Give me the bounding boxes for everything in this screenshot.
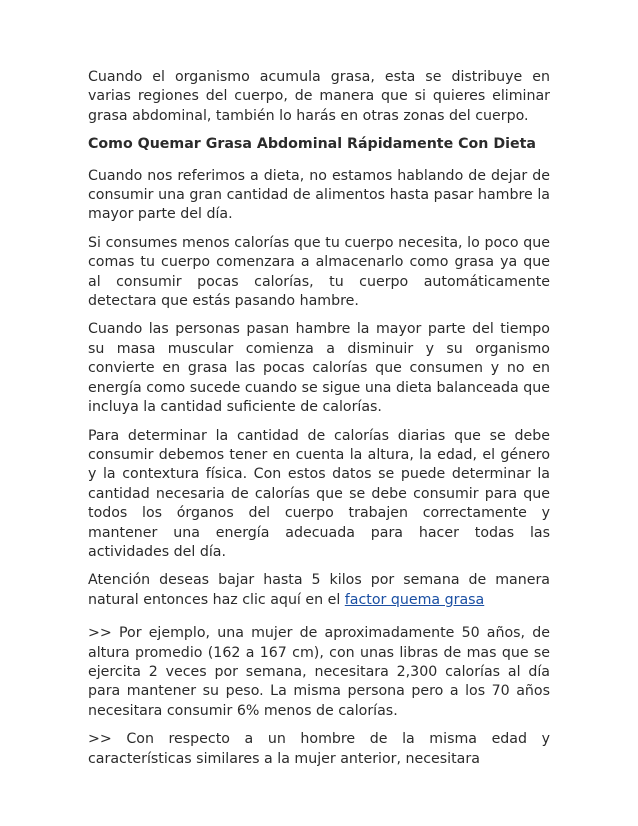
paragraph-dieta: Cuando nos referimos a dieta, no estamos hablando de dejar de consumir una gran cantidad de alimentos hasta pasar hambre la mayor parte del día. [88, 167, 550, 223]
paragraph-calorias: Si consumes menos calorías que tu cuerpo necesita, lo poco que comas tu cuerpo comenzara a almacenarlo como grasa ya que al consumir pocas calorías, tu cuerpo automáticamente detectara que estás pasando hambre. [88, 234, 550, 310]
paragraph-ejemplo-mujer: >> Por ejemplo, una mujer de aproximadamente 50 años, de altura promedio (162 a 167 cm), con unas libras de mas que se ejercita 2 veces por semana, necesitara 2,300 calorías al día para mantener su peso. La misma persona pero a los 70 años necesitara consumir 6% menos de calorías. [88, 625, 550, 719]
section-heading: Como Quemar Grasa Abdominal Rápidamente Con Dieta [88, 136, 536, 153]
document-body [88, 68, 550, 778]
paragraph-atencion [88, 571, 550, 610]
atencion-text: Atención deseas bajar hasta 5 kilos por semana de manera natural entonces haz clic aquí en el [88, 572, 550, 608]
paragraph-determinar: Para determinar la cantidad de calorías diarias que se debe consumir debemos tener en cuenta la altura, la edad, el género y la contextura física. Con estos datos se puede determinar la cantidad necesaria de calorías que se debe consumir para que todos los órganos del cuerpo trabajen correctamente y mantener una energía adecuada para hacer todas las actividades del día. [88, 427, 550, 560]
intro-paragraph: Cuando el organismo acumula grasa, esta se distribuye en varias regiones del cuerpo, de manera que si quieres eliminar grasa abdominal, también lo harás en otras zonas del cuerpo. [88, 69, 550, 124]
paragraph-ejemplo-hombre: >> Con respecto a un hombre de la misma edad y características similares a la mujer anterior, necesitara [88, 731, 550, 767]
paragraph-hambre: Cuando las personas pasan hambre la mayor parte del tiempo su masa muscular comienza a disminuir y su organismo convierte en grasa las pocas calorías que consumen y no en energía como sucede cuando se sigue una dieta balanceada que incluya la cantidad suficiente de calorías. [88, 321, 550, 416]
factor-quema-grasa-link[interactable]: factor quema grasa [344, 591, 485, 608]
